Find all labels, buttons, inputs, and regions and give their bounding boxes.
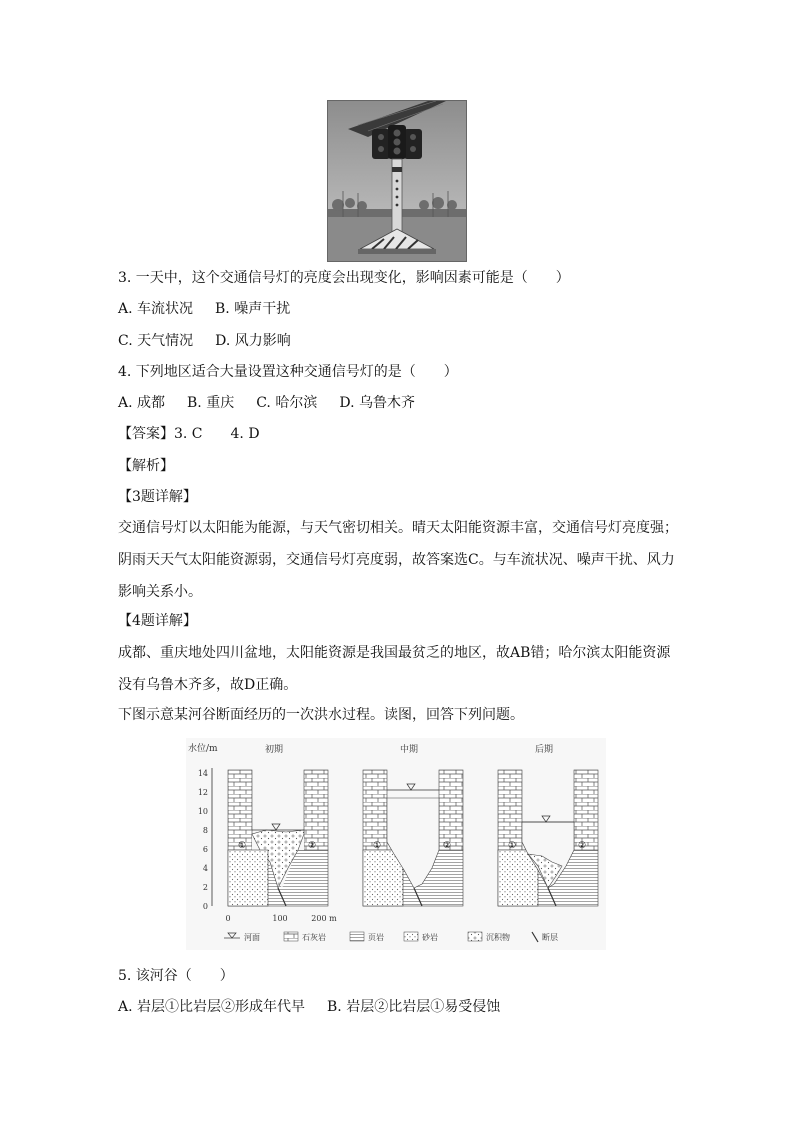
question-5-stem: 5. 该河谷（ ） bbox=[118, 968, 234, 984]
legend-sandstone: 砂岩 bbox=[422, 933, 438, 942]
answer-line: 【答案】3. C 4. D bbox=[118, 426, 260, 442]
layer-2-mark: ② bbox=[443, 841, 452, 851]
q3-option-c: C. 天气情况 bbox=[118, 333, 194, 349]
q5-option-a: A. 岩层①比岩层②形成年代早 bbox=[118, 999, 306, 1015]
x-tick: 100 bbox=[272, 914, 288, 923]
y-tick: 6 bbox=[202, 845, 208, 854]
detail-3-heading: 【3题详解】 bbox=[118, 489, 197, 505]
q4-option-c: C. 哈尔滨 bbox=[256, 395, 318, 411]
analysis-heading: 【解析】 bbox=[118, 458, 174, 474]
y-tick: 4 bbox=[202, 864, 208, 873]
y-tick: 0 bbox=[202, 902, 208, 911]
y-tick: 2 bbox=[202, 883, 208, 892]
legend-fault: 断层 bbox=[542, 933, 558, 942]
y-tick: 10 bbox=[197, 807, 208, 816]
q4-option-d: D. 乌鲁木齐 bbox=[339, 395, 415, 411]
layer-1-mark: ① bbox=[238, 841, 247, 851]
layer-2-mark: ② bbox=[578, 841, 587, 851]
y-tick: 8 bbox=[202, 826, 208, 835]
y-tick: 12 bbox=[197, 788, 208, 797]
q4-option-b: B. 重庆 bbox=[187, 395, 235, 411]
question-4-options bbox=[118, 393, 415, 413]
detail-4-text: 成都、重庆地处四川盆地，太阳能资源是我国最贫乏的地区，故AB错；哈尔滨太阳能资源没有乌鲁木齐多，故D正确。 bbox=[118, 645, 671, 693]
legend-limestone: 石灰岩 bbox=[302, 933, 326, 942]
panel-title-early: 初期 bbox=[264, 745, 284, 755]
q4-option-a: A. 成都 bbox=[118, 395, 166, 411]
q5-option-b: B. 岩层②比岩层①易受侵蚀 bbox=[327, 999, 501, 1015]
q3-option-b: B. 噪声干扰 bbox=[215, 301, 291, 317]
figure-intro: 下图示意某河谷断面经历的一次洪水过程。读图，回答下列问题。 bbox=[118, 707, 524, 723]
detail-3-text: 交通信号灯以太阳能为能源，与天气密切相关。晴天太阳能资源丰富，交通信号灯亮度强；阴雨天天气太阳能资源弱，交通信号灯亮度弱，故答案选C。与车流状况、噪声干扰、风力影响关系小。 bbox=[118, 520, 678, 600]
y-axis-label: 水位/m bbox=[188, 744, 218, 754]
question-4-stem: 4. 下列地区适合大量设置这种交通信号灯的是（ ） bbox=[118, 364, 458, 380]
solar-traffic-light-photo bbox=[327, 100, 467, 262]
x-tick: 0 bbox=[225, 914, 231, 923]
q3-option-d: D. 风力影响 bbox=[215, 333, 291, 349]
layer-1-mark: ① bbox=[508, 841, 517, 851]
y-tick: 14 bbox=[197, 769, 208, 778]
panel-title-late: 后期 bbox=[534, 745, 554, 755]
legend-shale: 页岩 bbox=[368, 933, 384, 942]
question-3-options-row-1 bbox=[118, 299, 290, 319]
detail-4-heading: 【4题详解】 bbox=[118, 613, 197, 629]
legend-river: 河面 bbox=[244, 933, 260, 942]
question-3-options-row-2 bbox=[118, 331, 291, 351]
question-5-options bbox=[118, 997, 500, 1017]
river-valley-flood-diagram bbox=[186, 738, 606, 950]
layer-1-mark: ① bbox=[373, 841, 382, 851]
x-tick: 200 m bbox=[311, 914, 337, 923]
legend-sediment: 沉积物 bbox=[486, 933, 510, 942]
question-3-stem: 3. 一天中，这个交通信号灯的亮度会出现变化，影响因素可能是（ ） bbox=[118, 270, 570, 286]
q3-option-a: A. 车流状况 bbox=[118, 301, 194, 317]
layer-2-mark: ② bbox=[308, 841, 317, 851]
panel-title-middle: 中期 bbox=[399, 745, 419, 755]
